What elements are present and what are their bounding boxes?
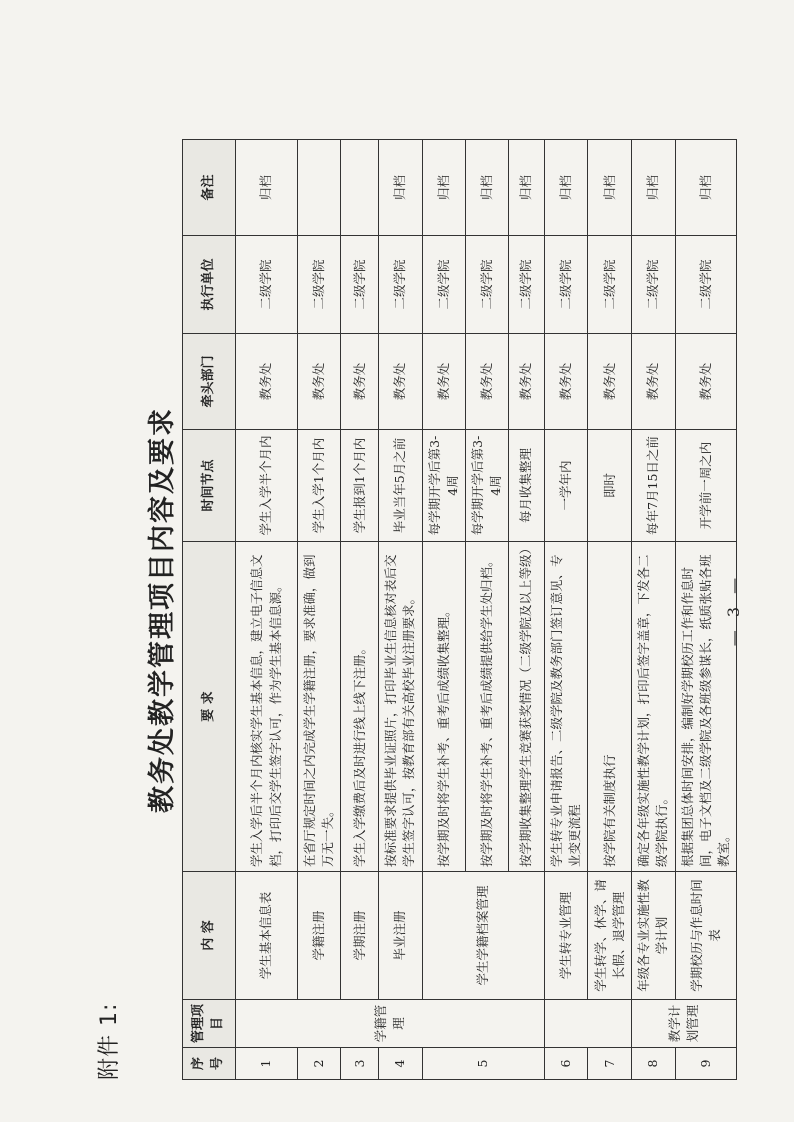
cell-lead: 教务处 (236, 334, 298, 430)
management-table (182, 139, 737, 1080)
cell-time: 学生报到1个月内 (341, 430, 379, 542)
category-jiaoxue: 教学计划管理 (632, 1000, 737, 1048)
cell-requirement: 按学期及时将学生补考、重考后成绩提供给学生处归档。 (465, 542, 508, 872)
cell-time: 每年7月15日之前 (632, 430, 675, 542)
cell-content: 学生转专业管理 (545, 872, 588, 1000)
header-no: 序号 (183, 1048, 236, 1080)
cell-content: 学期校历与作息时间表 (675, 872, 736, 1000)
cell-requirement: 学生转专业申请报告、二级学院及教务部门签订意见、专业变更流程 (545, 542, 588, 872)
cell-time: 每学期开学后第3-4周 (422, 430, 465, 542)
cell-content: 毕业注册 (379, 872, 422, 1000)
cell-requirement: 按学院有关制度执行 (588, 542, 632, 872)
cell-lead: 教务处 (298, 334, 341, 430)
table-row (545, 140, 588, 1080)
table-header-row (183, 140, 236, 1080)
cell-lead: 教务处 (675, 334, 736, 430)
attachment-label: 附件 1: (97, 1002, 122, 1080)
cell-time: 学生入学半个月内 (236, 430, 298, 542)
cell-time: 每学期开学后第3-4周 (465, 430, 508, 542)
cell-requirement: 确定各年级实施性教学计划，打印后签字盖章，下发各二级学院执行。 (632, 542, 675, 872)
cell-no: 2 (298, 1048, 341, 1080)
cell-executor: 二级学院 (422, 236, 465, 334)
table-row (422, 140, 465, 1080)
cell-remark: 归档 (545, 140, 588, 236)
cell-requirement: 按学期收集整理学生竞赛获奖情况（二级学院及以上等级） (509, 542, 545, 872)
cell-executor: 二级学院 (465, 236, 508, 334)
table-row (341, 140, 379, 1080)
page-number: — 3 — (724, 573, 743, 647)
category-blank (545, 1000, 632, 1048)
cell-lead: 教务处 (588, 334, 632, 430)
cell-time: 一学年内 (545, 430, 588, 542)
cell-no: 7 (588, 1048, 632, 1080)
cell-executor: 二级学院 (379, 236, 422, 334)
cell-requirement: 在省厅规定时间之内完成学生学籍注册，要求准确，做到万无一失。 (298, 542, 341, 872)
document-title: 教务处教学管理项目内容及要求 (147, 407, 178, 813)
category-xueji: 学籍管理 (236, 1000, 545, 1048)
cell-content: 学生转学、休学、请长假、退学管理 (588, 872, 632, 1000)
cell-time: 毕业当年5月之前 (379, 430, 422, 542)
cell-no: 1 (236, 1048, 298, 1080)
table-row (236, 140, 298, 1080)
cell-executor: 二级学院 (236, 236, 298, 334)
cell-no: 6 (545, 1048, 588, 1080)
cell-requirement: 按学期及时将学生补考、重考后成绩收集整理。 (422, 542, 465, 872)
cell-time: 学生入学1个月内 (298, 430, 341, 542)
cell-content: 学期注册 (341, 872, 379, 1000)
cell-executor: 二级学院 (341, 236, 379, 334)
cell-time: 每月收集整理 (509, 430, 545, 542)
header-lead: 牵头部门 (183, 334, 236, 430)
table-row (298, 140, 341, 1080)
header-remark: 备注 (183, 140, 236, 236)
table-row (588, 140, 632, 1080)
cell-executor: 二级学院 (675, 236, 736, 334)
header-content: 内 容 (183, 872, 236, 1000)
cell-remark: 归档 (588, 140, 632, 236)
rotated-document-page (48, 140, 748, 1080)
cell-requirement: 学生入学后半个月内核实学生基本信息，建立电子信息文档，打印后交学生签字认可，作为学生基本信息源。 (236, 542, 298, 872)
header-requirement: 要 求 (183, 542, 236, 872)
cell-remark: 归档 (422, 140, 465, 236)
cell-lead: 教务处 (465, 334, 508, 430)
cell-remark: 归档 (675, 140, 736, 236)
cell-content: 年级各专业实施性教学计划 (632, 872, 675, 1000)
cell-requirement: 根据集团总体时间安排，编制好学期校历工作和作息时间，电子文档及二级学院及各班级参谋长，纸质张贴各班教室。 (675, 542, 736, 872)
cell-executor: 二级学院 (588, 236, 632, 334)
cell-executor: 二级学院 (509, 236, 545, 334)
cell-no: 8 (632, 1048, 675, 1080)
cell-lead: 教务处 (422, 334, 465, 430)
cell-lead: 教务处 (509, 334, 545, 430)
cell-requirement: 学生入学缴费后及时进行线上线下注册。 (341, 542, 379, 872)
cell-content: 学籍注册 (298, 872, 341, 1000)
cell-executor: 二级学院 (545, 236, 588, 334)
cell-remark (298, 140, 341, 236)
cell-time: 即时 (588, 430, 632, 542)
cell-remark: 归档 (465, 140, 508, 236)
cell-lead: 教务处 (632, 334, 675, 430)
cell-remark: 归档 (236, 140, 298, 236)
cell-content: 学生学籍档案管理 (422, 872, 545, 1000)
cell-remark (341, 140, 379, 236)
cell-lead: 教务处 (545, 334, 588, 430)
cell-lead: 教务处 (341, 334, 379, 430)
cell-no: 4 (379, 1048, 422, 1080)
cell-remark: 归档 (379, 140, 422, 236)
cell-time: 开学前一周之内 (675, 430, 736, 542)
table-row (632, 140, 675, 1080)
cell-executor: 二级学院 (298, 236, 341, 334)
cell-remark: 归档 (509, 140, 545, 236)
cell-remark: 归档 (632, 140, 675, 236)
header-category: 管理项目 (183, 1000, 236, 1048)
header-time: 时间节点 (183, 430, 236, 542)
cell-lead: 教务处 (379, 334, 422, 430)
cell-executor: 二级学院 (632, 236, 675, 334)
cell-no: 5 (422, 1048, 545, 1080)
cell-no: 9 (675, 1048, 736, 1080)
cell-content: 学生基本信息表 (236, 872, 298, 1000)
cell-no: 3 (341, 1048, 379, 1080)
table-row (379, 140, 422, 1080)
header-executor: 执行单位 (183, 236, 236, 334)
cell-requirement: 按标准要求提供毕业证照片，打印毕业生信息核对表后交学生签字认可，按教育部有关高校毕业注册要求。 (379, 542, 422, 872)
